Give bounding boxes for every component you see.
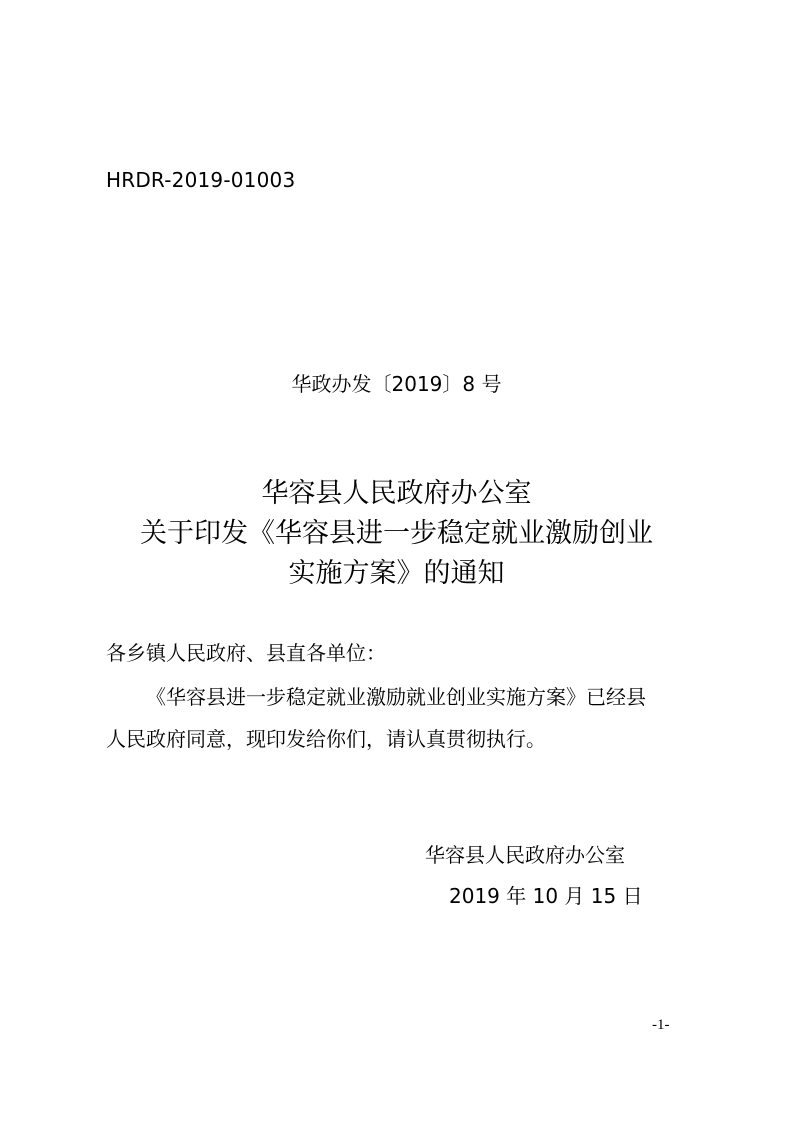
- title-line: 华容县人民政府办公室: [261, 478, 532, 509]
- title-line: 关于印发《华容县进一步稳定就业激励创业: [140, 518, 653, 549]
- document-title: [0, 474, 793, 594]
- page-number: -1-: [652, 1017, 670, 1033]
- body-text-line: 人民政府同意，现印发给你们，请认真贯彻执行。: [106, 727, 546, 751]
- title-line: 实施方案》的通知: [288, 558, 505, 589]
- document-code: HRDR-2019-01003: [106, 168, 296, 192]
- issuing-office: 华容县人民政府办公室: [425, 843, 625, 867]
- document-number: 华政办发〔2019〕8 号: [291, 372, 502, 396]
- salutation: 各乡镇人民政府、县直各单位：: [106, 641, 386, 665]
- issue-date: 2019 年 10 月 15 日: [449, 884, 643, 908]
- body-text-line: 《华容县进一步稳定就业激励就业创业实施方案》已经县: [146, 685, 646, 709]
